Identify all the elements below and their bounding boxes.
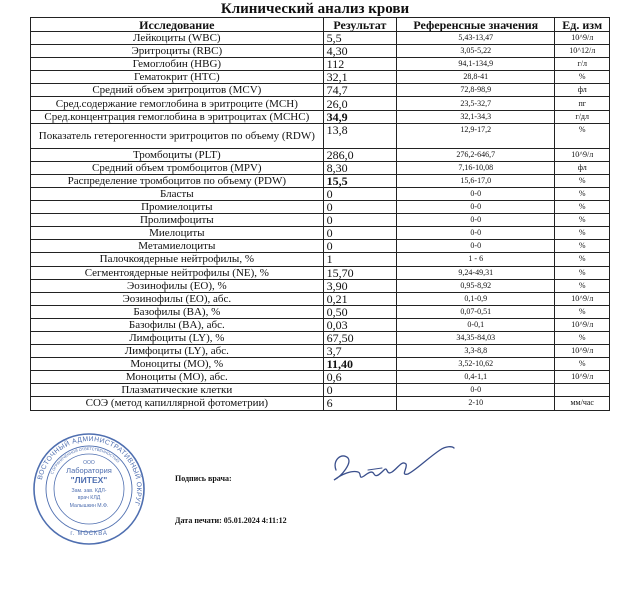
- result-cell: 3,7: [323, 345, 396, 358]
- stamp-ring-text: ВОСТОЧНЫЙ АДМИНИСТРАТИВНЫЙ ОКРУГ: [36, 435, 143, 507]
- table-row: [31, 345, 610, 358]
- signature-label: Подпись врача:: [175, 474, 232, 483]
- test-name-cell: Средний объем тромбоцитов (MPV): [31, 161, 324, 174]
- table-row: [31, 318, 610, 331]
- result-cell: 112: [323, 58, 396, 71]
- unit-cell: %: [555, 214, 610, 227]
- unit-cell: %: [555, 305, 610, 318]
- reference-range-cell: 94,1-134,9: [397, 58, 555, 71]
- reference-range-cell: 3,52-10,62: [397, 358, 555, 371]
- test-name-cell: Лейкоциты (WBC): [31, 32, 324, 45]
- table-row: [31, 161, 610, 174]
- stamp-line-4: Зам. зав. КДЛ-: [71, 488, 107, 494]
- result-cell: 0: [323, 227, 396, 240]
- unit-cell: %: [555, 331, 610, 344]
- reference-range-cell: 0,4-1,1: [397, 371, 555, 384]
- test-name-cell: Промиелоциты: [31, 201, 324, 214]
- table-row: [31, 32, 610, 45]
- unit-cell: 10^9/л: [555, 292, 610, 305]
- table-row: [31, 240, 610, 253]
- result-cell: 4,30: [323, 45, 396, 58]
- unit-cell: %: [555, 240, 610, 253]
- table-row: [31, 227, 610, 240]
- test-name-cell: Гематокрит (HTC): [31, 71, 324, 84]
- test-name-cell: Распределение тромбоцитов по объему (PDW): [31, 174, 324, 187]
- test-name-cell: Эозинофилы (EO), абс.: [31, 292, 324, 305]
- test-name-cell: Лимфоциты (LY), %: [31, 331, 324, 344]
- unit-cell: пг: [555, 97, 610, 110]
- reference-range-cell: 3,3-8,8: [397, 345, 555, 358]
- unit-cell: г/дл: [555, 110, 610, 123]
- result-cell: 34,9: [323, 110, 396, 123]
- test-name-cell: Моноциты (MO), %: [31, 358, 324, 371]
- table-row: [31, 384, 610, 397]
- result-cell: 13,8: [323, 123, 396, 148]
- reference-range-cell: 15,6-17,0: [397, 174, 555, 187]
- print-date: Дата печати: 05.01.2024 4:11:12: [175, 516, 287, 525]
- table-row: [31, 371, 610, 384]
- test-name-cell: Моноциты (MO), абс.: [31, 371, 324, 384]
- stamp-city: г. МОСКВА: [70, 531, 108, 537]
- reference-range-cell: 0-0,1: [397, 318, 555, 331]
- test-name-cell: СОЭ (метод капиллярной фотометрии): [31, 397, 324, 410]
- laboratory-stamp: [32, 432, 146, 546]
- unit-cell: %: [555, 279, 610, 292]
- result-cell: 5,5: [323, 32, 396, 45]
- reference-range-cell: 0-0: [397, 187, 555, 200]
- results-table: [30, 17, 610, 411]
- unit-cell: 10^12/л: [555, 45, 610, 58]
- unit-cell: %: [555, 187, 610, 200]
- result-cell: 6: [323, 397, 396, 410]
- report-title: Клинический анализ крови: [220, 1, 410, 17]
- table-row: [31, 58, 610, 71]
- reference-range-cell: 23,5-32,7: [397, 97, 555, 110]
- table-row: [31, 358, 610, 371]
- result-cell: 26,0: [323, 97, 396, 110]
- stamp-line-1: ООО: [83, 460, 95, 466]
- header-unit: Ед. изм: [555, 18, 610, 32]
- table-row: [31, 45, 610, 58]
- table-row: [31, 305, 610, 318]
- test-name-cell: Метамиелоциты: [31, 240, 324, 253]
- result-cell: 1: [323, 253, 396, 266]
- result-cell: 0,6: [323, 371, 396, 384]
- test-name-cell: Пролимфоциты: [31, 214, 324, 227]
- table-row: [31, 279, 610, 292]
- test-name-cell: Эозинофилы (EO), %: [31, 279, 324, 292]
- test-name-cell: Сегментоядерные нейтрофилы (NE), %: [31, 266, 324, 279]
- table-row: [31, 292, 610, 305]
- table-row: [31, 71, 610, 84]
- reference-range-cell: 2-10: [397, 397, 555, 410]
- result-cell: 74,7: [323, 84, 396, 97]
- table-row: [31, 187, 610, 200]
- reference-range-cell: 0-0: [397, 227, 555, 240]
- result-cell: 11,40: [323, 358, 396, 371]
- table-row: [31, 148, 610, 161]
- reference-range-cell: 28,8-41: [397, 71, 555, 84]
- test-name-cell: Бласты: [31, 187, 324, 200]
- test-name-cell: Сред.содержание гемоглобина в эритроците (MCH): [31, 97, 324, 110]
- test-name-cell: Базофилы (BA), абс.: [31, 318, 324, 331]
- table-row: [31, 174, 610, 187]
- unit-cell: 10^9/л: [555, 148, 610, 161]
- test-name-cell: Тромбоциты (PLT): [31, 148, 324, 161]
- reference-range-cell: 34,35-84,03: [397, 331, 555, 344]
- test-name-cell: Гемоглобин (HBG): [31, 58, 324, 71]
- table-row: [31, 214, 610, 227]
- unit-cell: 10^9/л: [555, 371, 610, 384]
- unit-cell: %: [555, 358, 610, 371]
- result-cell: 0: [323, 201, 396, 214]
- reference-range-cell: 7,16-10,08: [397, 161, 555, 174]
- table-row: [31, 266, 610, 279]
- test-name-cell: Средний объем эритроцитов (MCV): [31, 84, 324, 97]
- stamp-line-6: Малышкин М.Ф.: [69, 503, 109, 509]
- result-cell: 32,1: [323, 71, 396, 84]
- doctor-signature: [328, 440, 458, 490]
- reference-range-cell: 12,9-17,2: [397, 123, 555, 148]
- header-test: Исследование: [31, 18, 324, 32]
- unit-cell: фл: [555, 161, 610, 174]
- reference-range-cell: 0-0: [397, 240, 555, 253]
- reference-range-cell: 0,95-8,92: [397, 279, 555, 292]
- unit-cell: %: [555, 266, 610, 279]
- test-name-cell: Показатель гетерогенности эритроцитов по объему (RDW): [31, 123, 324, 148]
- reference-range-cell: 0-0: [397, 384, 555, 397]
- result-cell: 0: [323, 214, 396, 227]
- stamp-line-3: "ЛИТЕХ": [70, 475, 108, 485]
- result-cell: 67,50: [323, 331, 396, 344]
- result-cell: 0,03: [323, 318, 396, 331]
- result-cell: 286,0: [323, 148, 396, 161]
- result-cell: 0: [323, 187, 396, 200]
- test-name-cell: Миелоциты: [31, 227, 324, 240]
- reference-range-cell: 3,05-5,22: [397, 45, 555, 58]
- reference-range-cell: 5,43-13,47: [397, 32, 555, 45]
- unit-cell: %: [555, 227, 610, 240]
- table-row: [31, 84, 610, 97]
- result-cell: 15,5: [323, 174, 396, 187]
- unit-cell: %: [555, 71, 610, 84]
- result-cell: 0,21: [323, 292, 396, 305]
- table-row: [31, 97, 610, 110]
- reference-range-cell: 0-0: [397, 201, 555, 214]
- test-name-cell: Плазматические клетки: [31, 384, 324, 397]
- unit-cell: 10^9/л: [555, 318, 610, 331]
- stamp-line-5: врач КЛД: [77, 495, 101, 501]
- test-name-cell: Эритроциты (RBC): [31, 45, 324, 58]
- table-row: [31, 201, 610, 214]
- test-name-cell: Палочкоядерные нейтрофилы, %: [31, 253, 324, 266]
- reference-range-cell: 1 - 6: [397, 253, 555, 266]
- stamp-line-2: Лаборатория: [66, 466, 112, 475]
- table-row: [31, 331, 610, 344]
- unit-cell: %: [555, 201, 610, 214]
- unit-cell: мм/час: [555, 397, 610, 410]
- reference-range-cell: 0,07-0,51: [397, 305, 555, 318]
- test-name-cell: Сред.концентрация гемоглобина в эритроцитах (MCHC): [31, 110, 324, 123]
- reference-range-cell: 72,8-98,9: [397, 84, 555, 97]
- unit-cell: [555, 384, 610, 397]
- reference-range-cell: 9,24-49,31: [397, 266, 555, 279]
- result-cell: 3,90: [323, 279, 396, 292]
- stamp-inner-ring-text: С ОГРАНИЧЕННОЙ ОТВЕТСТВЕННОСТЬЮ: [49, 446, 121, 476]
- reference-range-cell: 0-0: [397, 214, 555, 227]
- result-cell: 15,70: [323, 266, 396, 279]
- unit-cell: 10^9/л: [555, 345, 610, 358]
- table-row: [31, 110, 610, 123]
- table-row: [31, 253, 610, 266]
- test-name-cell: Лимфоциты (LY), абс.: [31, 345, 324, 358]
- unit-cell: %: [555, 174, 610, 187]
- unit-cell: фл: [555, 84, 610, 97]
- result-cell: 0,50: [323, 305, 396, 318]
- result-cell: 8,30: [323, 161, 396, 174]
- unit-cell: %: [555, 253, 610, 266]
- header-result: Результат: [323, 18, 396, 32]
- unit-cell: %: [555, 123, 610, 148]
- table-row: [31, 123, 610, 148]
- test-name-cell: Базофилы (BA), %: [31, 305, 324, 318]
- reference-range-cell: 32,1-34,3: [397, 110, 555, 123]
- reference-range-cell: 276,2-646,7: [397, 148, 555, 161]
- table-header-row: [31, 18, 610, 32]
- unit-cell: 10^9/л: [555, 32, 610, 45]
- result-cell: 0: [323, 384, 396, 397]
- reference-range-cell: 0,1-0,9: [397, 292, 555, 305]
- header-reference: Референсные значения: [397, 18, 555, 32]
- table-row: [31, 397, 610, 410]
- result-cell: 0: [323, 240, 396, 253]
- unit-cell: г/л: [555, 58, 610, 71]
